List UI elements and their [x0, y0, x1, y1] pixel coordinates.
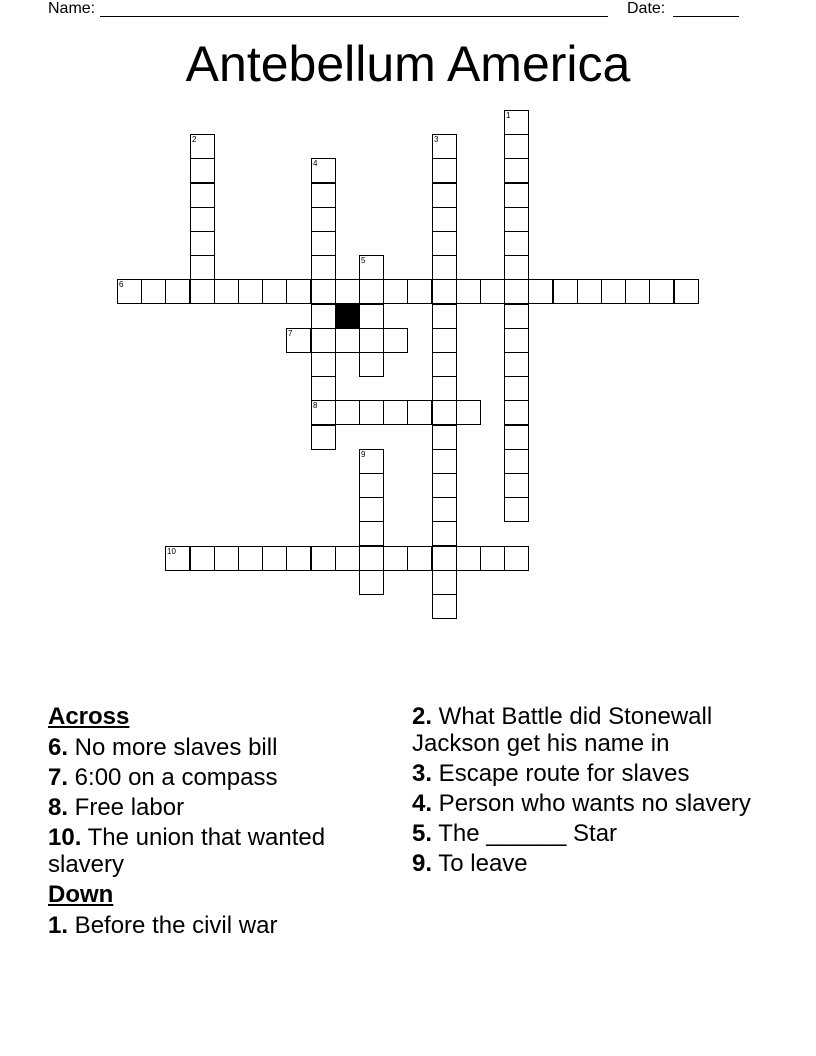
grid-cell[interactable]: [577, 279, 602, 304]
grid-cell[interactable]: [432, 279, 457, 304]
grid-cell[interactable]: [432, 400, 457, 425]
grid-cell[interactable]: [504, 110, 529, 135]
grid-cell[interactable]: [504, 473, 529, 498]
grid-cell[interactable]: [504, 376, 529, 401]
grid-cell[interactable]: [359, 449, 384, 474]
grid-cell[interactable]: [456, 546, 481, 571]
grid-cell[interactable]: [432, 521, 457, 546]
clue-number: 9: [361, 450, 366, 459]
grid-cell[interactable]: [432, 304, 457, 329]
grid-cell[interactable]: [335, 328, 360, 353]
grid-cell[interactable]: [432, 134, 457, 159]
clue-item-number: 3.: [412, 760, 433, 787]
grid-cell[interactable]: [528, 279, 553, 304]
grid-cell[interactable]: [141, 279, 166, 304]
clue-number: 4: [313, 159, 318, 168]
grid-cell[interactable]: [504, 158, 529, 183]
grid-cell[interactable]: [214, 546, 239, 571]
grid-cell[interactable]: [407, 400, 432, 425]
grid-cell[interactable]: [190, 279, 215, 304]
grid-cell[interactable]: [504, 207, 529, 232]
clue-item-number: 2.: [412, 703, 433, 730]
clue-number: 8: [313, 401, 318, 410]
grid-cell[interactable]: [286, 546, 311, 571]
grid-cell[interactable]: [190, 183, 215, 208]
clue-item-number: 5.: [412, 820, 433, 847]
grid-cell[interactable]: [504, 497, 529, 522]
grid-cell[interactable]: [432, 231, 457, 256]
grid-cell[interactable]: [504, 231, 529, 256]
clue-item-text: The union that wanted slavery: [48, 824, 326, 878]
grid-cell[interactable]: [311, 158, 336, 183]
grid-cell[interactable]: [262, 279, 287, 304]
clue-number: 7: [288, 329, 293, 338]
grid-cell[interactable]: [504, 328, 529, 353]
grid-cell[interactable]: [165, 546, 190, 571]
clue-item-number: 9.: [412, 850, 433, 877]
grid-cell[interactable]: [359, 255, 384, 280]
grid-cell[interactable]: [190, 255, 215, 280]
grid-cell[interactable]: [335, 400, 360, 425]
clue-item-number: 4.: [412, 790, 433, 817]
clue-item-text: Before the civil war: [68, 912, 278, 939]
clue-item: [48, 824, 388, 878]
grid-cell[interactable]: [238, 279, 263, 304]
grid-cell[interactable]: [432, 328, 457, 353]
grid-cell[interactable]: [190, 134, 215, 159]
grid-cell[interactable]: [383, 328, 408, 353]
grid-cell[interactable]: [432, 546, 457, 571]
grid-cell[interactable]: [190, 158, 215, 183]
clue-item-text: No more slaves bill: [68, 734, 278, 761]
clue-item: [48, 734, 388, 761]
grid-cell[interactable]: [359, 304, 384, 329]
grid-cell[interactable]: [359, 546, 384, 571]
grid-cell[interactable]: [432, 425, 457, 450]
grid-black-cell: [335, 304, 360, 329]
grid-cell[interactable]: [480, 546, 505, 571]
grid-cell[interactable]: [432, 183, 457, 208]
grid-cell[interactable]: [480, 279, 505, 304]
grid-cell[interactable]: [432, 352, 457, 377]
grid-cell[interactable]: [432, 497, 457, 522]
clues-right-column: [412, 703, 752, 880]
clue-number: 10: [167, 547, 176, 556]
grid-cell[interactable]: [432, 255, 457, 280]
grid-cell[interactable]: [165, 279, 190, 304]
clue-number: 6: [119, 280, 124, 289]
grid-cell[interactable]: [359, 328, 384, 353]
grid-cell[interactable]: [504, 255, 529, 280]
down-clue-list-start: [48, 912, 388, 939]
down-clue-list: [412, 703, 752, 877]
grid-cell[interactable]: [262, 546, 287, 571]
grid-cell[interactable]: [190, 546, 215, 571]
name-label: Name:: [48, 0, 96, 17]
grid-cell[interactable]: [214, 279, 239, 304]
grid-cell[interactable]: [311, 255, 336, 280]
grid-cell[interactable]: [407, 546, 432, 571]
grid-cell[interactable]: [504, 400, 529, 425]
grid-cell[interactable]: [432, 449, 457, 474]
clue-item: [412, 820, 752, 847]
clue-number: 3: [434, 135, 439, 144]
grid-cell[interactable]: [335, 279, 360, 304]
grid-cell[interactable]: [359, 400, 384, 425]
clues-left-column: [48, 703, 388, 942]
grid-cell[interactable]: [311, 376, 336, 401]
grid-cell[interactable]: [432, 473, 457, 498]
clue-number: 1: [506, 111, 511, 120]
grid-cell[interactable]: [674, 279, 699, 304]
grid-cell[interactable]: [432, 594, 457, 619]
grid-cell[interactable]: [432, 570, 457, 595]
across-heading: Across: [48, 703, 130, 730]
grid-cell[interactable]: [311, 400, 336, 425]
grid-cell[interactable]: [504, 134, 529, 159]
grid-cell[interactable]: [553, 279, 578, 304]
grid-cell[interactable]: [359, 521, 384, 546]
grid-cell[interactable]: [311, 231, 336, 256]
grid-cell[interactable]: [383, 279, 408, 304]
grid-cell[interactable]: [286, 279, 311, 304]
clue-item: [48, 764, 388, 791]
grid-cell[interactable]: [504, 449, 529, 474]
grid-cell[interactable]: [311, 352, 336, 377]
clue-item-number: 7.: [48, 764, 69, 791]
grid-cell[interactable]: [504, 352, 529, 377]
grid-cell[interactable]: [504, 425, 529, 450]
grid-cell[interactable]: [601, 279, 626, 304]
grid-cell[interactable]: [359, 352, 384, 377]
grid-cell[interactable]: [504, 183, 529, 208]
clue-item: [48, 912, 388, 939]
grid-cell[interactable]: [190, 207, 215, 232]
grid-cell[interactable]: [383, 400, 408, 425]
clue-number: 5: [361, 256, 366, 265]
grid-cell[interactable]: [504, 546, 529, 571]
clue-number: 2: [192, 135, 197, 144]
grid-cell[interactable]: [625, 279, 650, 304]
grid-cell[interactable]: [359, 497, 384, 522]
clue-item: [412, 850, 752, 877]
clue-item: [412, 790, 752, 817]
grid-cell[interactable]: [335, 546, 360, 571]
date-label: Date:: [627, 0, 666, 17]
clue-item-text: The ______ Star: [432, 820, 618, 847]
grid-cell[interactable]: [311, 183, 336, 208]
grid-cell[interactable]: [359, 279, 384, 304]
grid-cell[interactable]: [649, 279, 674, 304]
grid-cell[interactable]: [504, 304, 529, 329]
clue-item-text: To leave: [432, 850, 528, 877]
grid-cell[interactable]: [504, 279, 529, 304]
grid-cell[interactable]: [117, 279, 142, 304]
clue-item-number: 1.: [48, 912, 69, 939]
grid-cell[interactable]: [407, 279, 432, 304]
clue-item-text: Person who wants no slavery: [432, 790, 751, 817]
clue-item-number: 8.: [48, 794, 69, 821]
grid-cell[interactable]: [286, 328, 311, 353]
grid-cell[interactable]: [432, 207, 457, 232]
grid-cell[interactable]: [311, 207, 336, 232]
clue-item-text: Free labor: [68, 794, 185, 821]
grid-cell[interactable]: [456, 400, 481, 425]
grid-cell[interactable]: [359, 473, 384, 498]
clue-item: [412, 760, 752, 787]
page-title: Antebellum America: [185, 36, 631, 92]
grid-cell[interactable]: [383, 546, 408, 571]
grid-cell[interactable]: [311, 279, 336, 304]
grid-cell[interactable]: [432, 376, 457, 401]
clue-item: [412, 703, 752, 757]
down-heading: Down: [48, 881, 114, 908]
grid-cell[interactable]: [190, 231, 215, 256]
clue-item-text: Escape route for slaves: [432, 760, 690, 787]
clue-item-text: What Battle did Stonewall Jackson get his name in: [412, 703, 713, 757]
grid-cell[interactable]: [311, 425, 336, 450]
clue-item-number: 6.: [48, 734, 69, 761]
across-clue-list: [48, 734, 388, 878]
clue-item-text: 6:00 on a compass: [68, 764, 278, 791]
grid-cell[interactable]: [238, 546, 263, 571]
grid-cell[interactable]: [311, 304, 336, 329]
grid-cell[interactable]: [456, 279, 481, 304]
grid-cell[interactable]: [359, 570, 384, 595]
grid-cell[interactable]: [432, 158, 457, 183]
clue-item-number: 10.: [48, 824, 82, 851]
grid-cell[interactable]: [311, 328, 336, 353]
grid-cell[interactable]: [311, 546, 336, 571]
clue-item: [48, 794, 388, 821]
